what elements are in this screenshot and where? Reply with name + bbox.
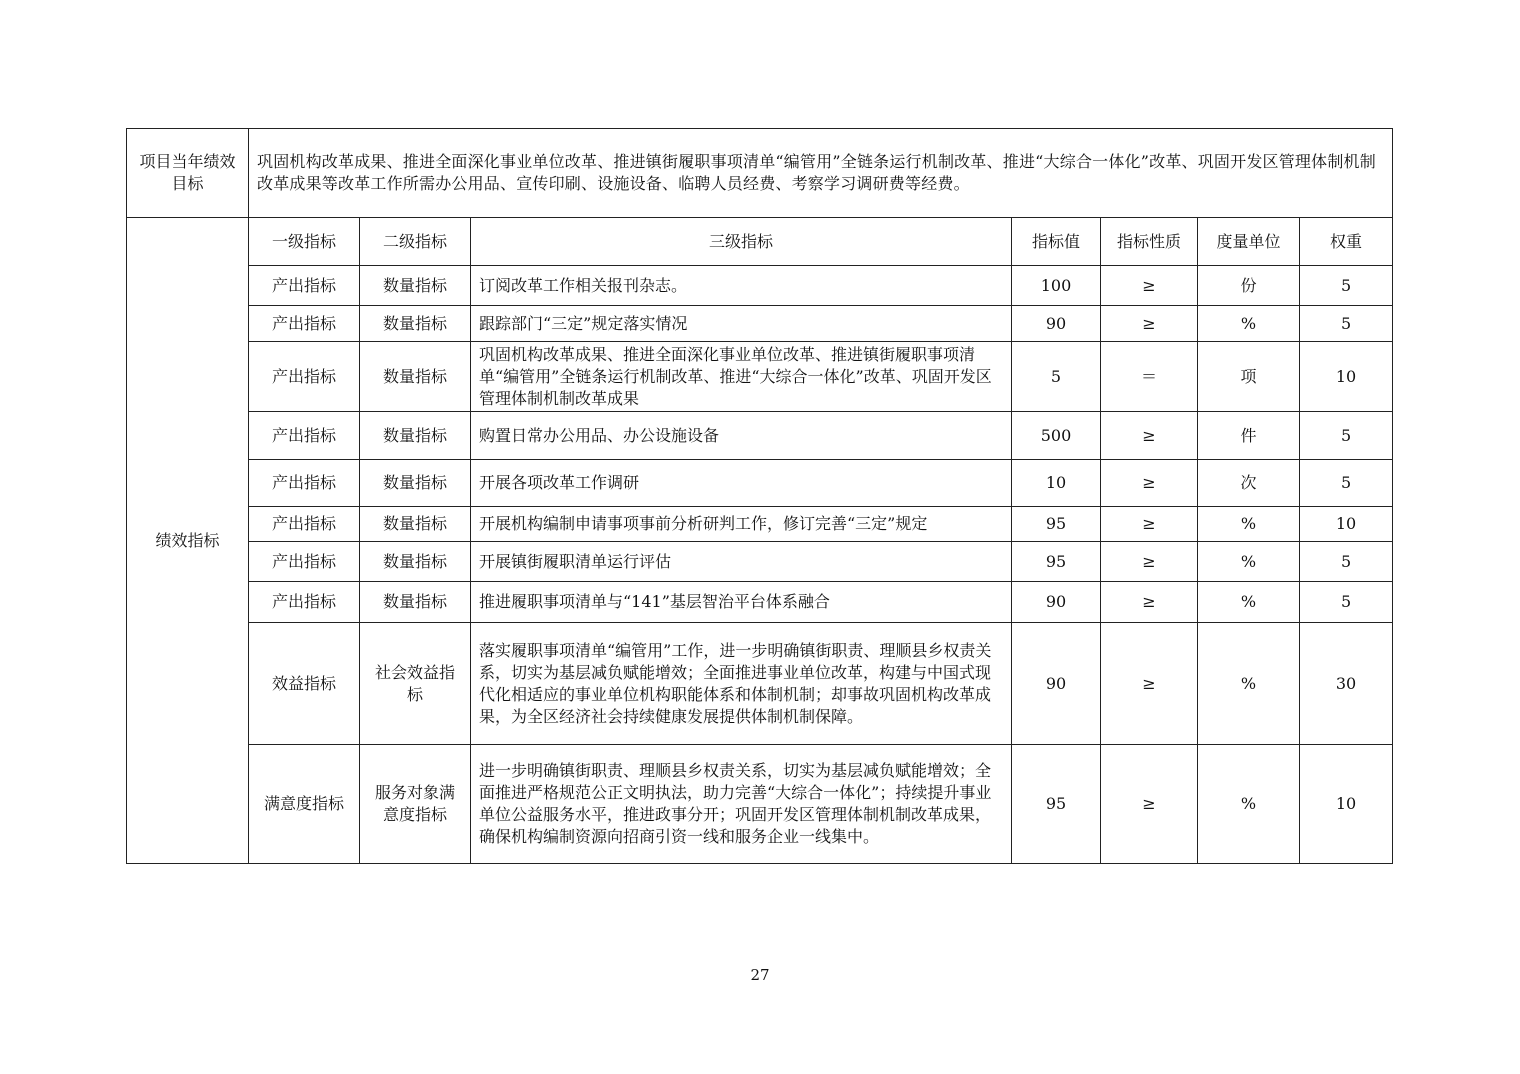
value-cell: 10: [1012, 460, 1101, 507]
level1-cell: 产出指标: [249, 342, 360, 412]
value-cell: 95: [1012, 542, 1101, 582]
weight-cell: 5: [1300, 582, 1393, 623]
level1-cell: 产出指标: [249, 582, 360, 623]
weight-cell: 5: [1300, 412, 1393, 460]
indicators-label: 绩效指标: [127, 218, 249, 864]
weight-cell: 10: [1300, 507, 1393, 542]
weight-cell: 5: [1300, 542, 1393, 582]
unit-cell: 件: [1198, 412, 1300, 460]
header-cell: 指标值: [1012, 218, 1101, 266]
level3-cell: 推进履职事项清单与“141”基层智治平台体系融合: [471, 582, 1012, 623]
level2-cell: 数量指标: [360, 460, 471, 507]
table-row: [127, 266, 1393, 306]
header-cell: 一级指标: [249, 218, 360, 266]
nature-cell: ≥: [1101, 582, 1198, 623]
nature-cell: ≥: [1101, 623, 1198, 745]
weight-cell: 5: [1300, 266, 1393, 306]
level1-cell: 产出指标: [249, 412, 360, 460]
table-row: [127, 582, 1393, 623]
level1-cell: 产出指标: [249, 460, 360, 507]
level3-cell: 开展镇街履职清单运行评估: [471, 542, 1012, 582]
value-cell: 5: [1012, 342, 1101, 412]
level3-cell: 进一步明确镇街职责、理顺县乡权责关系，切实为基层减负赋能增效；全面推进严格规范公正文明执法，助力完善“大综合一体化”；持续提升事业单位公益服务水平，推进政事分开；巩固开发区管理体制机制改革成果，确保机构编制资源向招商引资一线和服务企业一线集中。: [471, 745, 1012, 864]
header-cell: 三级指标: [471, 218, 1012, 266]
unit-cell: 份: [1198, 266, 1300, 306]
header-row: [127, 218, 1393, 266]
unit-cell: %: [1198, 542, 1300, 582]
page-number: 27: [750, 966, 770, 984]
level2-cell: 数量指标: [360, 342, 471, 412]
level1-cell: 效益指标: [249, 623, 360, 745]
level1-cell: 产出指标: [249, 542, 360, 582]
value-cell: 95: [1012, 507, 1101, 542]
level2-cell: 数量指标: [360, 582, 471, 623]
unit-cell: 项: [1198, 342, 1300, 412]
nature-cell: ≥: [1101, 745, 1198, 864]
weight-cell: 5: [1300, 306, 1393, 342]
level2-cell: 数量指标: [360, 306, 471, 342]
table-row: [127, 412, 1393, 460]
nature-cell: ≥: [1101, 507, 1198, 542]
value-cell: 95: [1012, 745, 1101, 864]
value-cell: 100: [1012, 266, 1101, 306]
unit-cell: %: [1198, 507, 1300, 542]
performance-table: [126, 128, 1393, 864]
level1-cell: 产出指标: [249, 507, 360, 542]
level1-cell: 产出指标: [249, 306, 360, 342]
table-row: [127, 745, 1393, 864]
level3-cell: 开展各项改革工作调研: [471, 460, 1012, 507]
level2-cell: 社会效益指标: [360, 623, 471, 745]
table-row: [127, 306, 1393, 342]
level2-cell: 服务对象满意度指标: [360, 745, 471, 864]
header-cell: 指标性质: [1101, 218, 1198, 266]
level3-cell: 开展机构编制申请事项事前分析研判工作，修订完善“三定”规定: [471, 507, 1012, 542]
header-cell: 二级指标: [360, 218, 471, 266]
unit-cell: %: [1198, 582, 1300, 623]
level2-cell: 数量指标: [360, 266, 471, 306]
weight-cell: 10: [1300, 745, 1393, 864]
nature-cell: ≥: [1101, 266, 1198, 306]
value-cell: 90: [1012, 582, 1101, 623]
level3-cell: 巩固机构改革成果、推进全面深化事业单位改革、推进镇街履职事项清单“编管用”全链条运行机制改革、推进“大综合一体化”改革、巩固开发区管理体制机制改革成果: [471, 342, 1012, 412]
weight-cell: 10: [1300, 342, 1393, 412]
unit-cell: %: [1198, 306, 1300, 342]
nature-cell: ≥: [1101, 306, 1198, 342]
goal-text: 巩固机构改革成果、推进全面深化事业单位改革、推进镇街履职事项清单“编管用”全链条运行机制改革、推进“大综合一体化”改革、巩固开发区管理体制机制改革成果等改革工作所需办公用品、宣传印刷、设施设备、临聘人员经费、考察学习调研费等经费。: [249, 129, 1393, 218]
level3-cell: 跟踪部门“三定”规定落实情况: [471, 306, 1012, 342]
nature-cell: ＝: [1101, 342, 1198, 412]
table-row: [127, 542, 1393, 582]
header-cell: 度量单位: [1198, 218, 1300, 266]
nature-cell: ≥: [1101, 412, 1198, 460]
goal-row: [127, 129, 1393, 218]
nature-cell: ≥: [1101, 460, 1198, 507]
unit-cell: 次: [1198, 460, 1300, 507]
level1-cell: 产出指标: [249, 266, 360, 306]
value-cell: 500: [1012, 412, 1101, 460]
value-cell: 90: [1012, 623, 1101, 745]
level3-cell: 订阅改革工作相关报刊杂志。: [471, 266, 1012, 306]
level1-cell: 满意度指标: [249, 745, 360, 864]
unit-cell: %: [1198, 623, 1300, 745]
table-row: [127, 507, 1393, 542]
level2-cell: 数量指标: [360, 412, 471, 460]
table-row: [127, 460, 1393, 507]
weight-cell: 5: [1300, 460, 1393, 507]
level2-cell: 数量指标: [360, 507, 471, 542]
level2-cell: 数量指标: [360, 542, 471, 582]
level3-cell: 落实履职事项清单“编管用”工作，进一步明确镇街职责、理顺县乡权责关系，切实为基层减负赋能增效；全面推进事业单位改革，构建与中国式现代化相适应的事业单位机构职能体系和体制机制；却事故巩固机构改革成果，为全区经济社会持续健康发展提供体制机制保障。: [471, 623, 1012, 745]
goal-label: 项目当年绩效目标: [127, 129, 249, 218]
level3-cell: 购置日常办公用品、办公设施设备: [471, 412, 1012, 460]
nature-cell: ≥: [1101, 542, 1198, 582]
table-row: [127, 623, 1393, 745]
value-cell: 90: [1012, 306, 1101, 342]
table-row: [127, 342, 1393, 412]
unit-cell: %: [1198, 745, 1300, 864]
weight-cell: 30: [1300, 623, 1393, 745]
header-cell: 权重: [1300, 218, 1393, 266]
